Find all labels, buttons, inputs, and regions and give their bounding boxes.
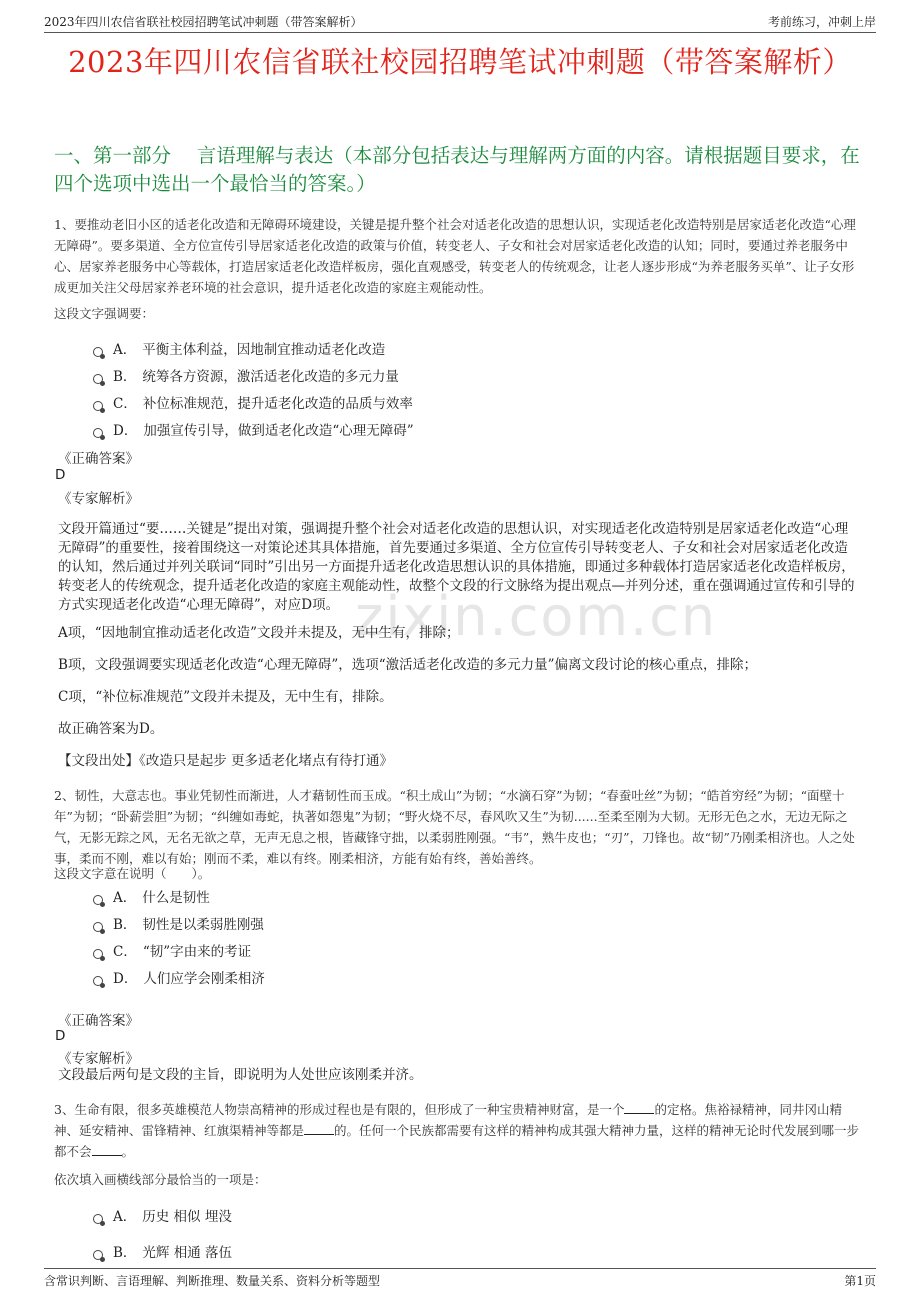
q1-option-b[interactable] <box>93 365 399 385</box>
radio-icon[interactable] <box>93 895 103 905</box>
q1-analysis-label: 《专家解析》 <box>58 491 139 507</box>
option-text: 统筹各方资源，激活适老化改造的多元力量 <box>142 369 399 385</box>
q2-analysis: 文段最后两句是文段的主旨，即说明为人处世应该刚柔并济。 <box>58 1067 423 1083</box>
q2-option-c[interactable] <box>93 940 251 960</box>
radio-icon[interactable] <box>93 374 103 384</box>
option-text: 平衡主体利益，因地制宜推动适老化改造 <box>142 342 386 358</box>
fill-blank <box>304 1122 334 1135</box>
q3-stem <box>54 1099 860 1162</box>
q3-stem-part: 3、生命有限，很多英雄模范人物崇高精神的形成过程也是有限的，但形成了一种宝贵精神财富，是一个 <box>54 1102 625 1117</box>
option-text: 补位标准规范，提升适老化改造的品质与效率 <box>142 396 413 412</box>
q1-ask: 这段文字强调要： <box>54 306 155 321</box>
radio-icon[interactable] <box>93 949 103 959</box>
q1-source: 【文段出处】《改造只是起步 更多适老化堵点有待打通》 <box>58 753 394 769</box>
radio-icon[interactable] <box>93 347 103 357</box>
header-doc-title: 2023年四川农信省联社校园招聘笔试冲刺题（带答案解析） <box>44 14 363 29</box>
q1-option-d[interactable] <box>93 419 414 439</box>
radio-icon[interactable] <box>93 1214 103 1224</box>
radio-icon[interactable] <box>93 401 103 411</box>
q3-ask: 依次填入画横线部分最恰当的一项是： <box>54 1172 267 1187</box>
option-key: A． <box>113 1209 137 1225</box>
option-text: 光辉 相通 落伍 <box>142 1245 233 1261</box>
fill-blank <box>624 1101 654 1114</box>
q1-option-a[interactable] <box>93 338 385 358</box>
footer-question-types: 含常识判断、言语理解、判断推理、数量关系、资料分析等题型 <box>44 1273 381 1288</box>
option-key: A． <box>113 890 137 906</box>
q3-stem-part: 。 <box>121 1144 135 1159</box>
page-footer <box>44 1268 876 1291</box>
q3-option-b[interactable] <box>93 1241 232 1261</box>
q2-answer: D <box>55 1028 66 1044</box>
q2-option-b[interactable] <box>93 913 264 933</box>
q3-stem-part: 的定格。焦裕禄精神，同井冈山精神、延安精神、雷锋精神、红旗渠精神等都是 <box>54 1102 842 1138</box>
q1-conclusion: 故正确答案为D。 <box>58 721 164 737</box>
q3-option-a[interactable] <box>93 1205 232 1225</box>
header-slogan: 考前练习，冲刺上岸 <box>767 14 876 29</box>
option-key: A． <box>113 342 137 358</box>
page-header <box>44 10 876 33</box>
q1-note-b: B项，文段强调要实现适老化改造“心理无障碍”，选项“激活适老化改造的多元力量”偏离文段讨论的核心重点，排除； <box>58 657 758 673</box>
option-key: C． <box>113 396 137 412</box>
q2-analysis-label: 《专家解析》 <box>58 1051 139 1067</box>
q1-answer: D <box>55 467 66 483</box>
q2-stem: 2、韧性，大意志也。事业凭韧性而渐进，人才藉韧性而玉成。“积土成山”为韧；“水滴石穿”为韧；“春蚕吐丝”为韧；“皓首穷经”为韧；“面壁十年”为韧；“卧薪尝胆”为韧；“纠缠如毒蛇，执著如怨鬼”为韧；“野火烧不尽，春风吹又生”为韧......至柔至刚为大韧。无形无色之水，无边无际之气，无影无踪之风，无名无欲之草，无声无息之根，皆藏锋守拙，以柔弱胜刚强。“韦”，熟牛皮也；“刃”，刀锋也。故“韧”乃刚柔相济也。人之处事，柔而不刚，难以有始；刚而不柔，难以有终。刚柔相济，方能有始有终，善始善终。 <box>54 788 855 866</box>
q1-answer-label: 《正确答案》 <box>58 451 139 467</box>
option-text: “韧”字由来的考证 <box>142 944 252 960</box>
option-text: 历史 相似 埋没 <box>142 1209 232 1225</box>
option-text: 加强宣传引导，做到适老化改造“心理无障碍” <box>143 423 414 439</box>
q2-option-a[interactable] <box>93 886 210 906</box>
option-key: B． <box>113 369 137 385</box>
radio-icon[interactable] <box>93 1250 103 1260</box>
radio-icon[interactable] <box>93 976 103 986</box>
q2-answer-label: 《正确答案》 <box>58 1013 139 1029</box>
q3-stem-part: 的。任何一个民族都需要有这样的精神构成其强大精神力量，这样的精神无论时代发展到哪一步都不会 <box>54 1123 860 1159</box>
option-text: 什么是韧性 <box>142 890 210 906</box>
watermark: zixin.com.cn <box>355 585 718 648</box>
option-key: B． <box>113 917 137 933</box>
section-heading: 一、第一部分 言语理解与表达（本部分包括表达与理解两方面的内容。请根据题目要求，在四个选项中选出一个最恰当的答案。） <box>54 144 860 195</box>
option-key: D． <box>113 971 138 987</box>
option-text: 韧性是以柔弱胜刚强 <box>142 917 264 933</box>
q2-ask: 这段文字意在说明（ ）。 <box>54 866 211 881</box>
q1-stem: 1、要推动老旧小区的适老化改造和无障碍环境建设，关键是提升整个社会对适老化改造的思想认识，实现适老化改造特别是居家适老化改造“心理无障碍”。要多渠道、全方位宣传引导居家适老化改造的政策与价值，转变老人、子女和社会对居家适老化改造的认知；同时，要通过养老服务中心、居家养老服务中心等载体，打造居家适老化改造样板房，强化直观感受，转变老人的传统观念，让老人逐步形成“为养老服务买单”、让子女形成更加关注父母居家养老环境的社会意识，提升适老化改造的家庭主观能动性。 <box>54 217 856 295</box>
q1-note-a: A项，“因地制宜推动适老化改造”文段并未提及，无中生有，排除； <box>58 625 460 641</box>
option-text: 人们应学会刚柔相济 <box>143 971 265 987</box>
fill-blank <box>92 1143 122 1156</box>
q1-note-c: C项，“补位标准规范”文段并未提及，无中生有，排除。 <box>58 689 393 705</box>
radio-icon[interactable] <box>93 922 103 932</box>
radio-icon[interactable] <box>93 428 103 438</box>
q2-option-d[interactable] <box>93 967 265 987</box>
option-key: C． <box>113 944 137 960</box>
q1-option-c[interactable] <box>93 392 413 412</box>
page-title: 2023年四川农信省联社校园招聘笔试冲刺题（带答案解析） <box>68 45 852 79</box>
page-number: 第1页 <box>844 1273 876 1288</box>
option-key: D． <box>113 423 138 439</box>
option-key: B． <box>113 1245 137 1261</box>
q1-analysis: 文段开篇通过“要……关键是”提出对策，强调提升整个社会对适老化改造的思想认识，对实现适老化改造特别是居家适老化改造“心理无障碍”的重要性，接着围绕这一对策论述其具体措施，首先要通过多渠道、全方位宣传引导转变老人、子女和社会对居家适老化改造的认知，然后通过并列关联词“同时”引出另一方面提升适老化改造思想认识的具体措施，即通过多种载体打造居家适老化改造样板房，转变老人的传统观念，提升适老化改造的家庭主观能动性，故整个文段的行文脉络为提出观点—并列分述，重在强调通过宣传和引导的方式实现适老化改造“心理无障碍”，对应D项。 <box>58 521 855 613</box>
